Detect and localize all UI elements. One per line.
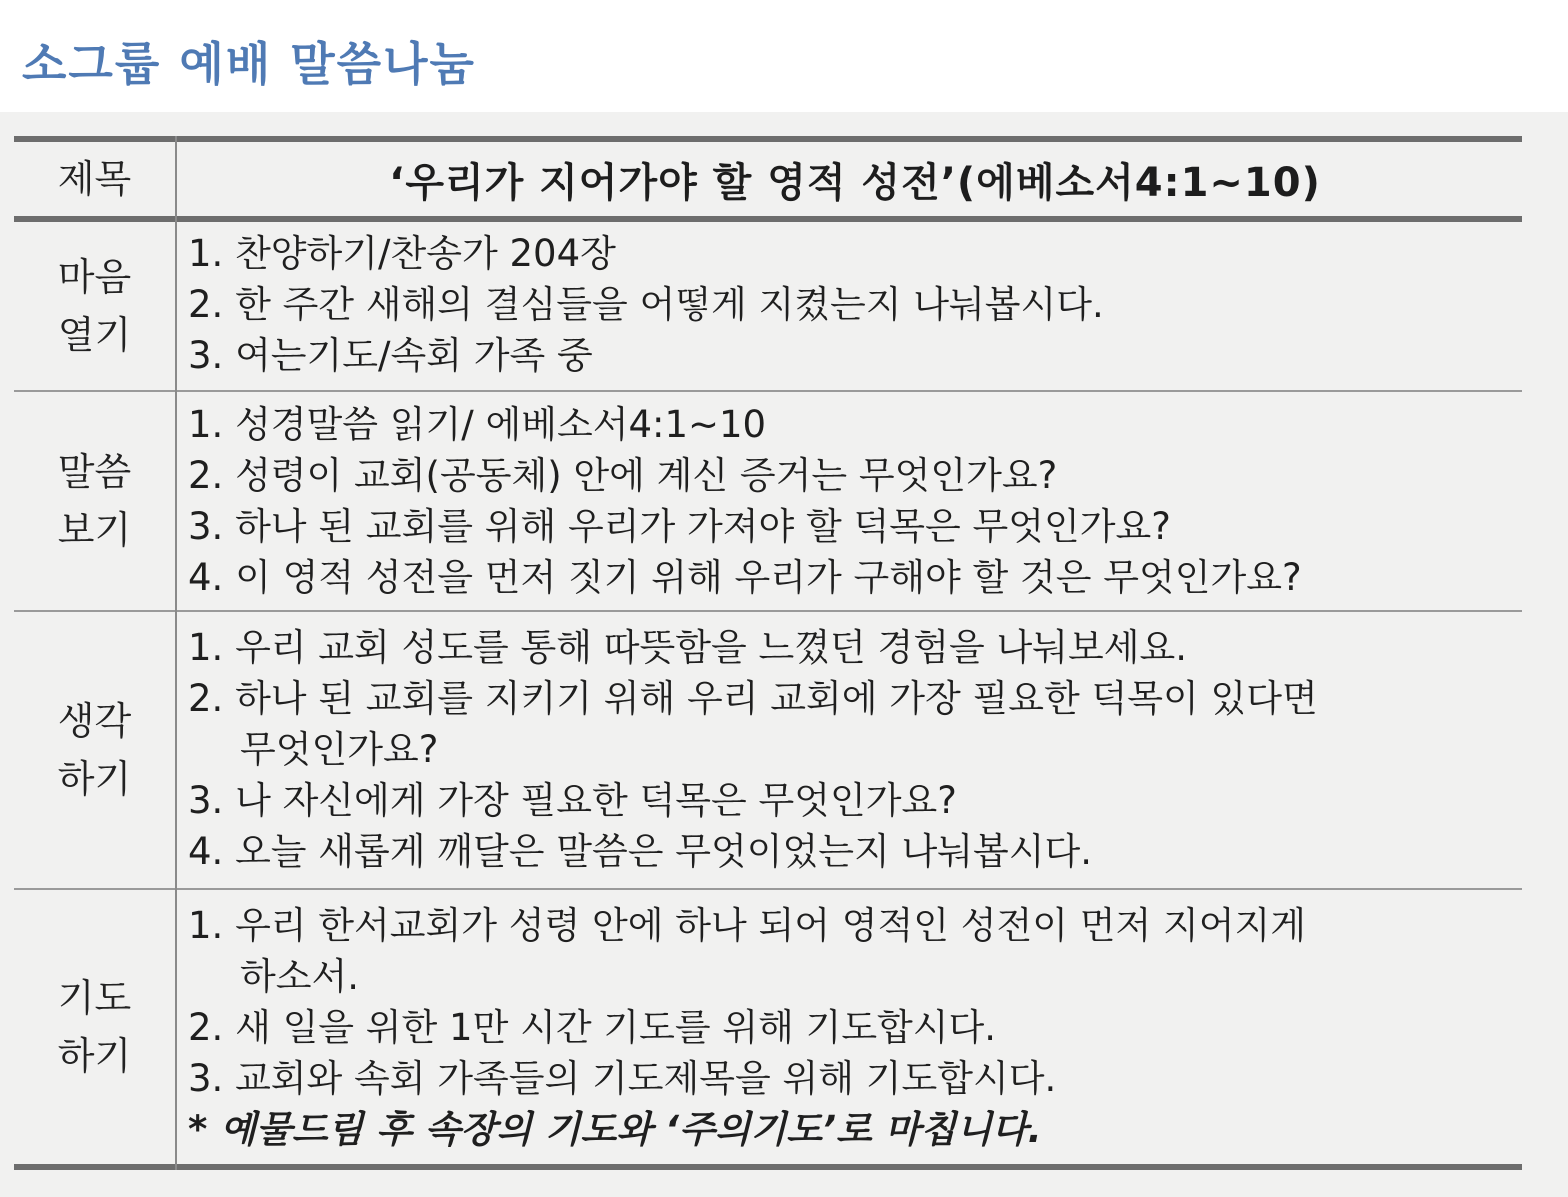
table-bottom-border [14,1164,1522,1170]
section-label-line: 열기 [57,313,132,357]
section-label [14,392,175,610]
title-row [14,142,1522,216]
section-label-line: 생각 [57,699,132,743]
header-area [0,0,1568,112]
section-reflect [14,612,1522,888]
list-item: 1. 성경말씀 읽기/ 에베소서4:1~10 [188,403,767,446]
section-items [188,900,1522,1155]
list-item: 4. 이 영적 성전을 먼저 짓기 위해 우리가 구해야 할 것은 무엇인가요? [188,556,1302,599]
worship-guide-table [14,136,1522,1170]
closing-note: * 예물드림 후 속장의 기도와 ‘주의기도’로 마칩니다. [188,1108,1042,1151]
list-item: 1. 우리 한서교회가 성령 안에 하나 되어 영적인 성전이 먼저 지어지게 [188,904,1306,947]
list-item: 2. 하나 된 교회를 지키기 위해 우리 교회에 가장 필요한 덕목이 있다면 [188,677,1318,720]
section-items [188,399,1522,603]
section-items [188,622,1522,877]
list-item: 3. 나 자신에게 가장 필요한 덕목은 무엇인가요? [188,779,957,822]
list-item: 1. 우리 교회 성도를 통해 따뜻함을 느꼈던 경험을 나눠보세요. [188,626,1187,669]
section-label-line: 보기 [57,508,132,552]
list-item: 2. 한 주간 새해의 결심들을 어떻게 지켰는지 나눠봅시다. [188,283,1104,326]
title-row-label: 제목 [57,157,132,201]
section-label-line: 말씀 [57,450,132,494]
section-items [188,228,1522,381]
list-item-continuation: 하소서. [240,955,359,998]
list-item: 3. 교회와 속회 가족들의 기도제목을 위해 기도합시다. [188,1057,1057,1100]
section-open-heart [14,222,1522,390]
section-label-line: 하기 [57,1034,132,1078]
list-item: 2. 성령이 교회(공동체) 안에 계신 증거는 무엇인가요? [188,454,1058,497]
section-label [14,222,175,390]
list-item: 3. 여는기도/속회 가족 중 [188,334,593,377]
page-title: 소그룹 예배 말씀나눔 [22,37,476,91]
section-pray [14,890,1522,1164]
section-label [14,890,175,1164]
list-item-continuation: 무엇인가요? [240,728,439,771]
sermon-title: ‘우리가 지어가야 할 영적 성전’(에베소서4:1~10) [389,159,1321,206]
list-item: 4. 오늘 새롭게 깨달은 말씀은 무엇이었는지 나눠봅시다. [188,830,1092,873]
section-label-line: 하기 [57,757,132,801]
list-item: 2. 새 일을 위한 1만 시간 기도를 위해 기도합시다. [188,1006,997,1049]
section-label-line: 마음 [57,255,132,299]
section-label-line: 기도 [57,976,132,1020]
section-label [14,612,175,888]
list-item: 3. 하나 된 교회를 위해 우리가 가져야 할 덕목은 무엇인가요? [188,505,1171,548]
section-read-word [14,392,1522,610]
list-item: 1. 찬양하기/찬송가 204장 [188,232,616,275]
